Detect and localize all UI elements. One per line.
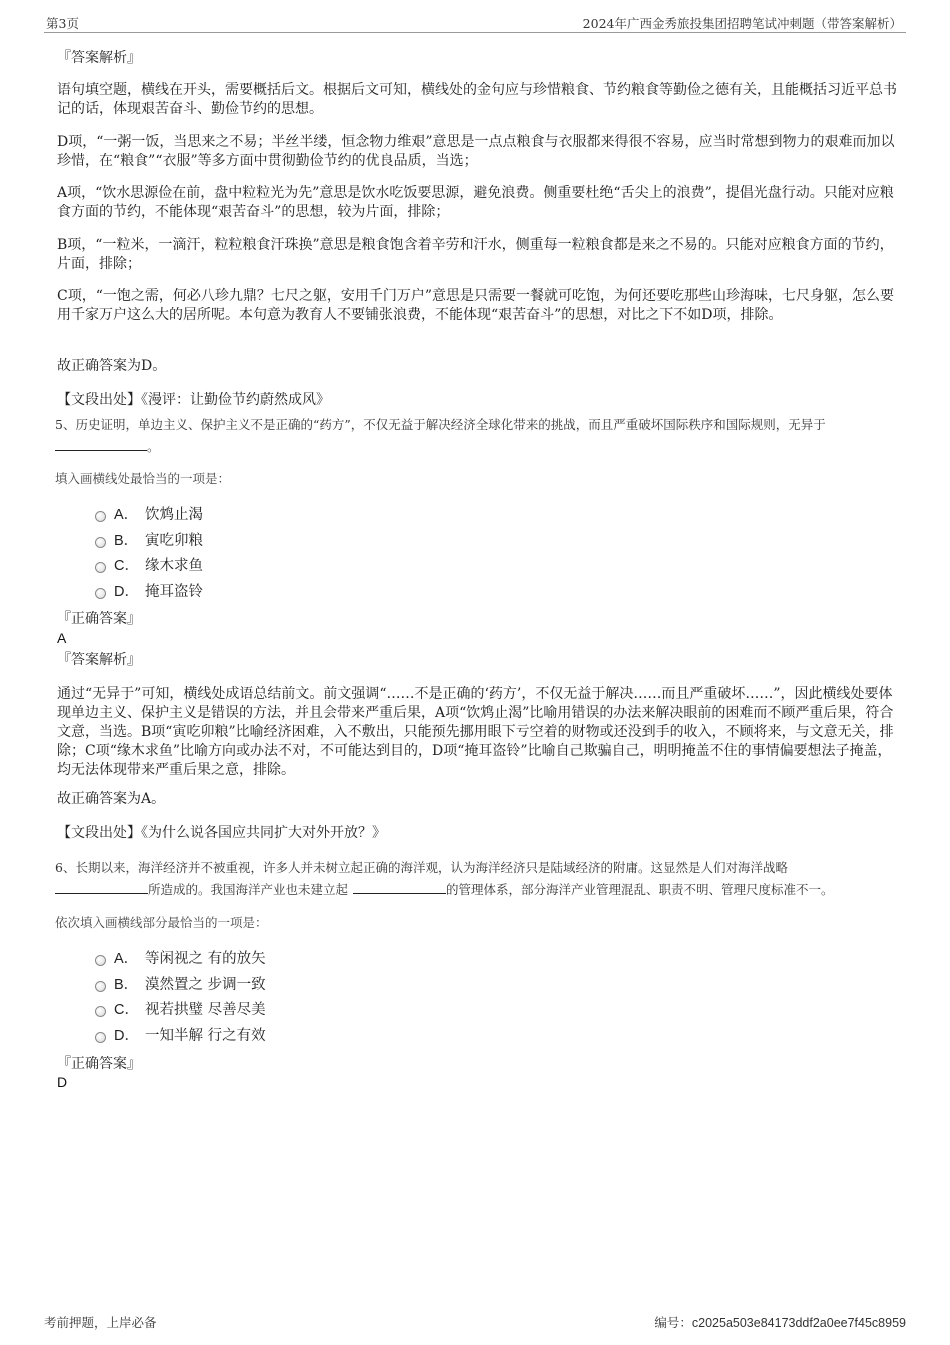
q4-conclusion: 故正确答案为D。 — [57, 358, 167, 374]
q5-analysis: 通过“无异于”可知，横线处成语总结前文。前文强调“……不是正确的‘药方’，不仅无益于解决……而且严重破坏……”，因此横线处要体现单边主义、保护主义是错误的方法，并且会带来严重后果，A项“饮鸩止渴”比喻用错误的办法来解决眼前的困难而不顾严重后果，符合文意，当选。B项“寅吃卯粮”比喻经济困难，入不敷出，只能预先挪用眼下亏空着的财物或还没到手的收入，不顾将来，与文意无关，排除；C项“缘木求鱼”比喻方向或办法不对，不可能达到目的，D项“掩耳盗铃”比喻自己欺骗自己，明明掩盖不住的事情偏要想法子掩盖，均无法体现带来严重后果之意，排除。 — [57, 686, 894, 778]
q5-answer: A — [57, 630, 67, 646]
option-letter: D． — [114, 1028, 139, 1044]
document-code — [654, 1313, 906, 1331]
option-text: 寅吃卯粮 — [145, 533, 203, 549]
option-letter: A． — [114, 951, 139, 967]
radio-icon[interactable] — [95, 1032, 106, 1043]
page-number: 第3页 — [46, 16, 79, 31]
page-header — [44, 12, 906, 33]
q4-analysis-label: 『答案解析』 — [57, 50, 141, 66]
radio-icon[interactable] — [95, 1006, 106, 1017]
q6-instruction: 依次填入画横线部分最恰当的一项是： — [55, 915, 268, 930]
option-text: 缘木求鱼 — [145, 558, 203, 574]
option-text: 掩耳盗铃 — [145, 584, 203, 600]
radio-icon[interactable] — [95, 981, 106, 992]
answer-blank — [353, 881, 446, 894]
q5-stem-text: 5、历史证明，单边主义、保护主义不是正确的“药方”，不仅无益于解决经济全球化带来的挑战，而且严重破坏国际秩序和国际规则，无异于 — [55, 417, 826, 432]
page-footer — [44, 1313, 906, 1331]
q4-analysis-paragraph: C项，“一饱之需，何必八珍九鼎？七尺之躯，安用千门万户”意思是只需要一餐就可吃饱，为何还要吃那些山珍海味，七尺身躯，怎么要用千家万户这么大的居所呢。本句意为教育人不要铺张浪费，不能体现“艰苦奋斗”的思想，对比之下不如D项，排除。 — [57, 288, 895, 323]
option-text: 一知半解 行之有效 — [145, 1028, 266, 1044]
q5-instruction: 填入画横线处最恰当的一项是： — [55, 471, 231, 486]
q5-source: 【文段出处】《为什么说各国应共同扩大对外开放？》 — [57, 825, 386, 841]
option-letter: C． — [114, 1002, 139, 1018]
document-title: 2024年广西金秀旅投集团招聘笔试冲刺题（带答案解析） — [582, 16, 902, 31]
radio-icon[interactable] — [95, 511, 106, 522]
option-letter: B． — [114, 533, 139, 549]
option-letter: D． — [114, 584, 139, 600]
q6-stem — [55, 857, 900, 901]
q6-answer: D — [57, 1074, 68, 1090]
option-letter: C． — [114, 558, 139, 574]
radio-icon[interactable] — [95, 537, 106, 548]
q4-analysis-paragraph: B项，“一粒米，一滴汗，粒粒粮食汗珠换”意思是粮食饱含着辛劳和汗水，侧重每一粒粮食都是来之不易的。只能对应粮食方面的节约，片面，排除； — [57, 237, 894, 272]
q5-analysis-label: 『答案解析』 — [57, 652, 141, 668]
option-text: 视若拱璧 尽善尽美 — [145, 1002, 266, 1018]
q5-stem-end: 。 — [147, 439, 160, 454]
q6-answer-label: 『正确答案』 — [57, 1056, 141, 1072]
option-text: 漠然置之 步调一致 — [145, 977, 266, 993]
option-letter: B． — [114, 977, 139, 993]
radio-icon[interactable] — [95, 955, 106, 966]
q6-stem-text: 的管理体系，部分海洋产业管理混乱、职责不明、管理尺度标准不一。 — [446, 882, 834, 897]
radio-icon[interactable] — [95, 588, 106, 599]
option-letter: A． — [114, 507, 139, 523]
option-text: 等闲视之 有的放矢 — [145, 951, 266, 967]
q6-stem-text: 所造成的。我国海洋产业也未建立起 — [148, 882, 349, 897]
q5-conclusion: 故正确答案为A。 — [57, 791, 166, 807]
q5-answer-label: 『正确答案』 — [57, 611, 141, 627]
q4-analysis-paragraph: A项，“饮水思源俭在前，盘中粒粒光为先”意思是饮水吃饭要思源，避免浪费。侧重要杜绝“舌尖上的浪费”，提倡光盘行动。只能对应粮食方面的节约，不能体现“艰苦奋斗”的思想，较为片面，排除； — [57, 185, 894, 220]
answer-blank — [55, 438, 147, 451]
code-value: c2025a503e84173ddf2a0ee7f45c8959 — [691, 1316, 906, 1330]
q4-analysis-paragraph: 语句填空题，横线在开头，需要概括后文。根据后文可知，横线处的金句应与珍惜粮食、节约粮食等勤俭之德有关，且能概括习近平总书记的话，体现艰苦奋斗、勤俭节约的思想。 — [57, 82, 897, 117]
code-label: 编号： — [654, 1315, 692, 1330]
radio-icon[interactable] — [95, 562, 106, 573]
footer-slogan: 考前押题，上岸必备 — [44, 1315, 157, 1330]
q5-stem — [55, 414, 900, 458]
q6-stem-text: 6、长期以来，海洋经济并不被重视，许多人并未树立起正确的海洋观，认为海洋经济只是陆域经济的附庸。这显然是人们对海洋战略 — [55, 860, 788, 875]
answer-blank — [55, 881, 148, 894]
q4-source: 【文段出处】《漫评：让勤俭节约蔚然成风》 — [57, 392, 330, 408]
option-text: 饮鸩止渴 — [145, 507, 203, 523]
q4-analysis-paragraph: D项，“一粥一饭，当思来之不易；半丝半缕，恒念物力维艰”意思是一点点粮食与衣服都来得很不容易，应当时常想到物力的艰难而加以珍惜，在“粮食”“衣服”等多方面中贯彻勤俭节约的优良品质，当选； — [57, 134, 895, 169]
